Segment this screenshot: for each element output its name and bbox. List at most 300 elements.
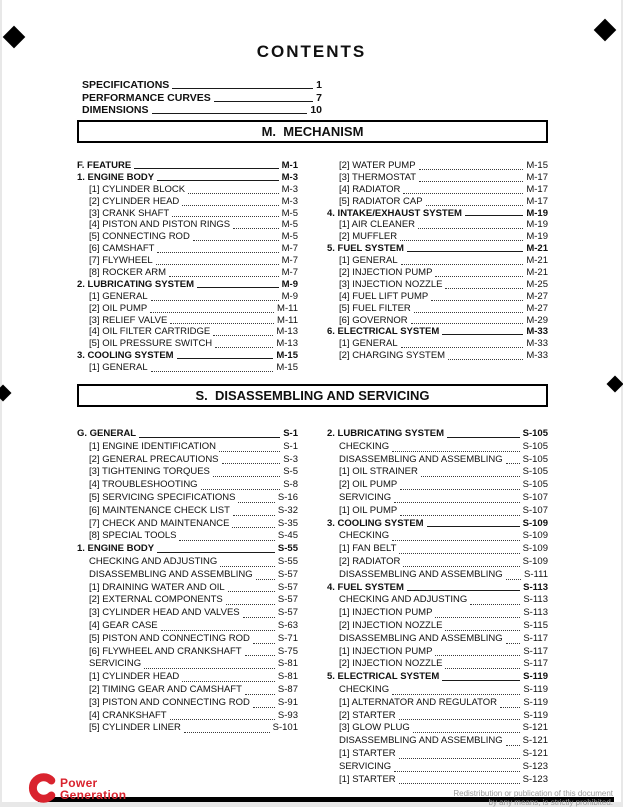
toc-entry-page: S-55 xyxy=(277,543,298,555)
toc-entry xyxy=(327,160,548,172)
toc-entry xyxy=(327,607,548,620)
toc-column-right xyxy=(327,428,548,786)
toc-leader xyxy=(170,719,275,720)
toc-entry-page: M-9 xyxy=(281,290,298,302)
toc-entry-page: S-75 xyxy=(277,645,298,657)
toc-leader xyxy=(253,707,275,708)
toc-entry-label: [1] GENERAL xyxy=(89,362,148,374)
toc-entry-page: S-121 xyxy=(522,747,548,759)
toc-leader xyxy=(407,251,523,252)
toc-entry-page: S-81 xyxy=(277,671,298,683)
toc-entry-label: [4] PISTON AND PISTON RINGS xyxy=(89,219,231,231)
toc-entry xyxy=(327,543,548,556)
toc-leader xyxy=(506,579,521,580)
toc-entry xyxy=(77,556,298,569)
toc-entry xyxy=(327,569,548,582)
disclaimer-line: by any means, is strictly prohibited. xyxy=(488,798,613,807)
toc-entry-label: [1] FAN BELT xyxy=(339,543,397,555)
toc-entry-label: [5] OIL PRESSURE SWITCH xyxy=(89,338,213,350)
toc-entry xyxy=(327,774,548,787)
toc-leader xyxy=(419,169,524,170)
toc-entry-label: 4. FUEL SYSTEM xyxy=(327,581,404,593)
toc-entry-page: S-35 xyxy=(277,517,298,529)
toc-entry-label: [5] RADIATOR CAP xyxy=(339,195,423,207)
toc-leader xyxy=(233,515,275,516)
toc-entry-page: M-25 xyxy=(526,278,548,290)
toc-leader xyxy=(421,476,520,477)
toc-entry-page: M-13 xyxy=(276,338,298,350)
toc-leader xyxy=(403,566,519,567)
toc-entry-page: S-3 xyxy=(283,453,298,465)
toc-leader xyxy=(399,719,521,720)
toc-leader xyxy=(400,489,519,490)
toc-entry xyxy=(77,362,298,374)
toc-entry-label: [1] GENERAL xyxy=(339,255,398,267)
toc-entry xyxy=(327,620,548,633)
scan-registration-mark xyxy=(607,376,623,393)
toc-entry-page: M-17 xyxy=(526,183,548,195)
toc-entry-label: 3. COOLING SYSTEM xyxy=(327,517,424,529)
toc-entry-label: [2] OIL PUMP xyxy=(89,302,148,314)
toc-entry-label: 3. COOLING SYSTEM xyxy=(77,350,174,362)
toc-entry-page: M-33 xyxy=(526,350,548,362)
toc-entry xyxy=(327,479,548,492)
toc-entry-label: SERVICING xyxy=(89,658,142,670)
toc-entry-label: [1] CYLINDER BLOCK xyxy=(89,183,186,195)
toc-entry-label: [3] TIGHTENING TORQUES xyxy=(89,466,210,478)
toc-entry-page: M-7 xyxy=(281,267,298,278)
toc-entry xyxy=(327,594,548,607)
toc-leader xyxy=(256,579,275,580)
toc-entry xyxy=(77,620,298,633)
toc-entry xyxy=(77,428,298,441)
toc-entry-label: [3] THERMOSTAT xyxy=(339,171,417,183)
toc-entry-page: S-107 xyxy=(522,504,548,516)
toc-entry-label: SERVICING xyxy=(339,760,392,772)
toc-entry-page: M-5 xyxy=(281,231,298,243)
toc-leader xyxy=(418,228,523,229)
toc-entry-page: 10 xyxy=(310,104,322,117)
toc-entry xyxy=(327,671,548,684)
toc-leader xyxy=(157,552,275,553)
toc-entry xyxy=(327,279,548,291)
toc-entry xyxy=(82,79,322,92)
toc-leader xyxy=(214,101,313,102)
toc-entry-label: [5] FUEL FILTER xyxy=(339,302,411,314)
toc-entry-page: S-57 xyxy=(277,594,298,606)
toc-leader xyxy=(500,707,520,708)
toc-entry xyxy=(327,518,548,531)
toc-top-list xyxy=(82,79,322,117)
toc-leader xyxy=(222,463,281,464)
toc-leader xyxy=(193,240,279,241)
toc-leader xyxy=(215,347,273,348)
toc-entry xyxy=(77,479,298,492)
toc-entry xyxy=(327,315,548,327)
toc-leader xyxy=(403,193,523,194)
toc-leader xyxy=(233,228,278,229)
toc-leader xyxy=(426,205,524,206)
toc-entry xyxy=(327,492,548,505)
toc-entry-page: M-7 xyxy=(281,243,298,255)
toc-entry-label: DISASSEMBLING AND ASSEMBLING xyxy=(339,568,503,580)
toc-entry xyxy=(327,761,548,774)
toc-entry xyxy=(327,184,548,196)
toc-entry-label: [1] STARTER xyxy=(339,747,396,759)
toc-leader xyxy=(253,643,275,644)
toc-leader xyxy=(506,463,520,464)
toc-entry-page: S-93 xyxy=(277,709,298,721)
toc-entry xyxy=(77,441,298,454)
toc-entry xyxy=(327,303,548,315)
toc-entry-label: 2. LUBRICATING SYSTEM xyxy=(327,428,444,439)
toc-entry xyxy=(82,92,322,105)
toc-leader xyxy=(156,264,279,265)
toc-leader xyxy=(465,215,523,216)
toc-entry-label: [2] WATER PUMP xyxy=(339,159,416,171)
toc-entry-label: [6] CAMSHAFT xyxy=(89,243,155,255)
toc-entry xyxy=(77,710,298,723)
toc-entry xyxy=(327,658,548,671)
toc-leader xyxy=(197,287,279,288)
toc-leader xyxy=(447,437,520,438)
toc-entry-label: CHECKING xyxy=(339,530,390,542)
toc-leader xyxy=(392,451,519,452)
toc-entry-page: S-55 xyxy=(277,555,298,567)
toc-entry-page: M-15 xyxy=(276,350,298,362)
toc-leader xyxy=(213,476,280,477)
toc-entry xyxy=(327,748,548,761)
toc-entry xyxy=(327,219,548,231)
toc-entry-label: DISASSEMBLING AND ASSEMBLING xyxy=(339,453,503,465)
toc-entry xyxy=(77,208,298,220)
toc-entry xyxy=(77,184,298,196)
toc-entry-label: [1] DRAINING WATER AND OIL xyxy=(89,581,225,593)
toc-entry-label: F. FEATURE xyxy=(77,159,132,171)
toc-leader xyxy=(394,502,520,503)
toc-leader xyxy=(399,783,520,784)
toc-entry-page: S-105 xyxy=(522,453,548,465)
toc-leader xyxy=(228,591,275,592)
toc-entry-label: [1] OIL STRAINER xyxy=(339,466,418,478)
toc-entry-page: S-45 xyxy=(277,530,298,542)
toc-leader xyxy=(182,205,278,206)
toc-leader xyxy=(232,527,275,528)
toc-leader xyxy=(226,604,275,605)
toc-entry xyxy=(77,326,298,338)
toc-entry xyxy=(327,350,548,362)
toc-entry-page: M-5 xyxy=(281,219,298,231)
toc-entry-label: 5. FUEL SYSTEM xyxy=(327,243,404,255)
toc-leader xyxy=(435,617,520,618)
toc-entry-label: [6] FLYWHEEL AND CRANKSHAFT xyxy=(89,645,242,657)
toc-entry-label: [3] RELIEF VALVE xyxy=(89,314,168,326)
toc-leader xyxy=(177,358,274,359)
toc-leader xyxy=(144,668,275,669)
brand-line: Power xyxy=(60,776,98,790)
toc-entry-label: CHECKING xyxy=(339,440,390,452)
brand-name xyxy=(60,777,126,801)
toc-entry-label: [5] CYLINDER LINER xyxy=(89,722,181,734)
toc-entry xyxy=(77,231,298,243)
toc-entry-page: M-33 xyxy=(526,326,548,338)
toc-entry xyxy=(77,291,298,303)
toc-entry-label: [8] SPECIAL TOOLS xyxy=(89,530,177,542)
toc-entry xyxy=(77,279,298,291)
toc-leader xyxy=(134,168,278,169)
toc-leader xyxy=(431,300,523,301)
toc-entry-label: [5] CONNECTING ROD xyxy=(89,231,190,243)
toc-entry xyxy=(77,160,298,172)
toc-entry-page: M-7 xyxy=(281,255,298,267)
toc-entry-page: S-119 xyxy=(523,709,548,721)
toc-entry xyxy=(327,466,548,479)
toc-entry xyxy=(327,582,548,595)
disclaimer-line: Redistribution or publication of this document xyxy=(453,789,613,798)
toc-entry-label: CHECKING AND ADJUSTING xyxy=(89,555,218,567)
toc-entry xyxy=(77,697,298,710)
toc-leader xyxy=(151,300,279,301)
toc-entry-page: S-109 xyxy=(522,555,548,567)
toc-leader xyxy=(401,264,524,265)
toc-entry-page: M-15 xyxy=(526,159,548,171)
toc-entry-label: [1] GENERAL xyxy=(339,338,398,350)
toc-entry xyxy=(327,326,548,338)
toc-leader xyxy=(172,88,313,89)
toc-entry xyxy=(77,303,298,315)
toc-entry-label: [2] OIL PUMP xyxy=(339,479,398,491)
toc-entry-page: M-3 xyxy=(281,183,298,195)
brand-line: Generation xyxy=(60,788,127,802)
toc-entry-page: M-13 xyxy=(276,326,298,338)
toc-entry-page: S-71 xyxy=(277,632,298,644)
toc-entry-page: S-119 xyxy=(523,696,548,708)
toc-entry-label: [1] CYLINDER HEAD xyxy=(89,671,180,683)
cummins-c-logo-icon xyxy=(26,774,58,802)
toc-entry xyxy=(327,428,548,441)
toc-entry-label: [1] AIR CLEANER xyxy=(339,219,416,231)
toc-entry-page: M-11 xyxy=(277,302,298,314)
toc-entry xyxy=(327,454,548,467)
toc-entry-label: [3] INJECTION NOZZLE xyxy=(339,278,443,290)
toc-entry-label: [2] INJECTION PUMP xyxy=(339,267,433,278)
toc-leader xyxy=(445,630,520,631)
toc-entry-page: M-17 xyxy=(526,171,548,183)
toc-leader xyxy=(172,216,278,217)
toc-entry-page: M-27 xyxy=(526,290,548,302)
toc-leader xyxy=(182,681,275,682)
toc-entry-page: M-29 xyxy=(526,314,548,326)
toc-entry xyxy=(327,684,548,697)
toc-leader xyxy=(243,617,275,618)
toc-entry-label: [2] CHARGING SYSTEM xyxy=(339,350,446,362)
toc-leader xyxy=(392,694,520,695)
toc-leader xyxy=(184,732,270,733)
toc-entry-label: [5] PISTON AND CONNECTING ROD xyxy=(89,632,250,644)
toc-entry-label: [3] GLOW PLUG xyxy=(339,722,410,734)
toc-entry-label: [2] EXTERNAL COMPONENTS xyxy=(89,594,223,606)
toc-entry xyxy=(77,172,298,184)
toc-entry-label: [4] OIL FILTER CARTRIDGE xyxy=(89,326,211,338)
toc-leader xyxy=(139,437,280,438)
toc-entry-page: S-107 xyxy=(522,491,548,503)
toc-entry-label: [2] STARTER xyxy=(339,709,396,721)
toc-entry-page: S-117 xyxy=(523,658,548,670)
toc-entry xyxy=(327,530,548,543)
toc-entry-page: M-17 xyxy=(526,195,548,207)
toc-entry-page: S-32 xyxy=(277,504,298,516)
toc-entry-page: S-87 xyxy=(277,683,298,695)
toc-leader xyxy=(151,371,274,372)
toc-entry xyxy=(327,172,548,184)
toc-entry-page: 1 xyxy=(316,78,322,91)
toc-entry-page: S-109 xyxy=(522,517,548,529)
toc-leader xyxy=(220,566,275,567)
toc-entry-label: G. GENERAL xyxy=(77,428,137,439)
toc-entry-label: DISASSEMBLING AND ASSEMBLING xyxy=(339,735,503,747)
toc-leader xyxy=(179,540,274,541)
toc-leader xyxy=(448,359,523,360)
toc-leader xyxy=(245,655,275,656)
toc-entry-page: S-81 xyxy=(277,658,298,670)
toc-leader xyxy=(414,312,524,313)
toc-entry-page: 7 xyxy=(316,91,322,104)
section-heading-mechanism: M. MECHANISM xyxy=(77,120,548,143)
toc-entry-label: [6] GOVERNOR xyxy=(339,314,408,326)
toc-entry xyxy=(77,530,298,543)
toc-entry-label: PERFORMANCE CURVES xyxy=(82,91,211,104)
toc-entry-page: S-16 xyxy=(277,491,298,503)
toc-entry xyxy=(77,518,298,531)
servicing-toc xyxy=(77,428,548,786)
toc-entry-page: S-1 xyxy=(283,428,298,439)
toc-leader xyxy=(445,288,523,289)
toc-entry xyxy=(77,505,298,518)
toc-column-left xyxy=(77,428,298,786)
toc-entry-page: M-27 xyxy=(526,302,548,314)
toc-entry-page: M-33 xyxy=(526,338,548,350)
toc-entry xyxy=(327,722,548,735)
toc-entry xyxy=(327,735,548,748)
toc-entry-page: S-5 xyxy=(283,466,298,478)
toc-entry-page: M-21 xyxy=(526,243,548,255)
toc-entry-label: [4] CRANKSHAFT xyxy=(89,709,167,721)
toc-leader xyxy=(399,553,519,554)
toc-entry-label: [8] ROCKER ARM xyxy=(89,267,167,278)
toc-entry xyxy=(77,594,298,607)
toc-entry xyxy=(77,582,298,595)
toc-entry-page: S-109 xyxy=(522,543,548,555)
toc-leader xyxy=(238,502,275,503)
toc-entry-label: DIMENSIONS xyxy=(82,104,149,117)
section-heading-servicing: S. DISASSEMBLING AND SERVICING xyxy=(77,384,548,407)
toc-entry-page: M-9 xyxy=(281,278,298,290)
toc-entry-page: S-113 xyxy=(523,607,548,619)
toc-entry-page: S-101 xyxy=(272,722,298,734)
toc-entry-label: [5] SERVICING SPECIFICATIONS xyxy=(89,491,236,503)
toc-entry xyxy=(77,466,298,479)
toc-entry-label: CHECKING AND ADJUSTING xyxy=(339,594,468,606)
toc-entry xyxy=(77,267,298,279)
toc-entry-label: [7] FLYWHEEL xyxy=(89,255,153,267)
toc-entry-label: CHECKING xyxy=(339,683,390,695)
copyright-disclaimer xyxy=(393,789,613,807)
toc-entry-page: S-121 xyxy=(522,722,548,734)
toc-entry xyxy=(327,441,548,454)
toc-entry xyxy=(77,315,298,327)
toc-entry xyxy=(327,338,548,350)
toc-entry-page: M-19 xyxy=(526,219,548,231)
toc-entry-label: [2] MUFFLER xyxy=(339,231,398,243)
toc-entry xyxy=(77,350,298,362)
toc-leader xyxy=(188,193,279,194)
toc-entry xyxy=(77,255,298,267)
toc-leader xyxy=(400,240,523,241)
toc-entry-label: [4] RADIATOR xyxy=(339,183,401,195)
toc-leader xyxy=(506,745,520,746)
toc-entry-page: S-57 xyxy=(277,607,298,619)
toc-entry xyxy=(77,338,298,350)
toc-entry-page: S-105 xyxy=(522,440,548,452)
toc-leader xyxy=(392,540,519,541)
toc-entry-label: [4] TROUBLESHOOTING xyxy=(89,479,198,491)
toc-entry-label: [2] INJECTION NOZZLE xyxy=(339,619,443,631)
toc-entry-label: 4. INTAKE/EXHAUST SYSTEM xyxy=(327,207,462,219)
toc-entry-page: S-123 xyxy=(522,773,548,785)
scan-registration-mark xyxy=(0,385,11,402)
toc-entry xyxy=(327,231,548,243)
toc-leader xyxy=(470,604,520,605)
toc-column-right xyxy=(327,160,548,374)
toc-entry-page: S-105 xyxy=(522,428,548,439)
toc-leader xyxy=(445,668,520,669)
toc-entry-page: M-15 xyxy=(276,362,298,374)
toc-leader xyxy=(394,771,520,772)
toc-entry-label: [1] GENERAL xyxy=(89,290,148,302)
toc-entry xyxy=(77,196,298,208)
mechanism-toc xyxy=(77,160,548,374)
document-page xyxy=(2,0,621,807)
toc-leader xyxy=(399,758,520,759)
toc-entry-page: S-117 xyxy=(523,632,548,644)
toc-entry-page: S-117 xyxy=(523,645,548,657)
toc-entry-page: S-113 xyxy=(523,581,548,593)
toc-entry-label: SERVICING xyxy=(339,491,392,503)
toc-leader xyxy=(152,113,308,114)
toc-entry-label: 1. ENGINE BODY xyxy=(77,543,155,555)
toc-column-left xyxy=(77,160,298,374)
toc-entry xyxy=(327,646,548,659)
toc-entry-label: [2] RADIATOR xyxy=(339,555,401,567)
toc-entry-page: M-11 xyxy=(277,314,298,326)
toc-entry-page: M-5 xyxy=(281,207,298,219)
toc-entry-page: S-119 xyxy=(523,683,548,695)
toc-leader xyxy=(401,347,524,348)
toc-entry-page: S-105 xyxy=(522,479,548,491)
toc-entry xyxy=(77,454,298,467)
toc-entry xyxy=(77,658,298,671)
toc-entry-label: [3] CYLINDER HEAD AND VALVES xyxy=(89,607,240,619)
toc-entry-page: M-21 xyxy=(526,255,548,267)
toc-entry xyxy=(327,255,548,267)
toc-entry-label: [7] CHECK AND MAINTENANCE xyxy=(89,517,230,529)
toc-leader xyxy=(442,680,520,681)
toc-leader xyxy=(435,276,523,277)
toc-entry-label: DISASSEMBLING AND ASSEMBLING xyxy=(339,632,503,644)
toc-entry xyxy=(327,710,548,723)
toc-leader xyxy=(413,732,520,733)
toc-leader xyxy=(506,643,521,644)
